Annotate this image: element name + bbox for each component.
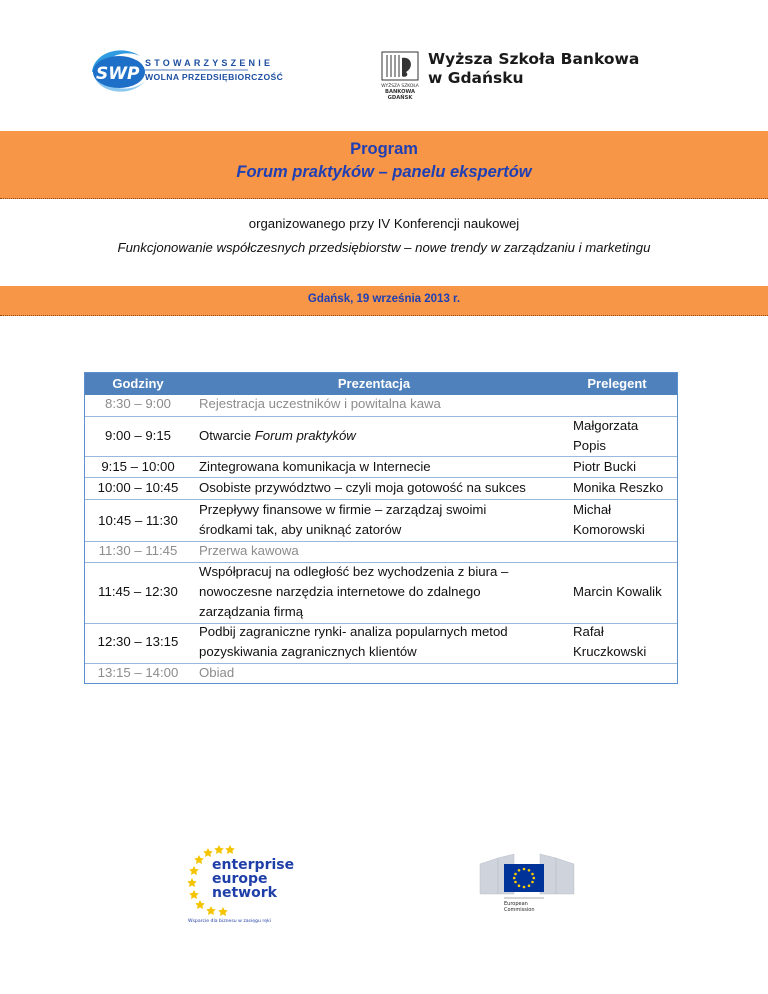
header-speaker: Prelegent xyxy=(587,376,647,391)
table-header xyxy=(85,373,677,395)
row-5-time: 10:45 – 11:30 xyxy=(98,513,178,528)
een-line2: europe xyxy=(212,871,268,887)
row-4-presentation: Osobiste przywództwo – czyli moja gotowość na sukces xyxy=(199,480,526,495)
row-2-speaker-line2: Popis xyxy=(573,438,606,453)
svg-text:BANKOWA: BANKOWA xyxy=(384,89,416,95)
een-line1: enterprise xyxy=(212,857,295,873)
swp-line1: STOWARZYSZENIE xyxy=(145,58,274,68)
title-banner xyxy=(0,131,768,199)
conference-title: Funkcjonowanie współczesnych przedsiębiorstw – nowe trendy w zarządzaniu i marketingu xyxy=(117,240,651,255)
een-line3: network xyxy=(212,885,277,901)
row-9-presentation: Obiad xyxy=(199,665,235,680)
page-title: Program xyxy=(350,140,418,158)
row-7-presentation-line3: zarządzania firmą xyxy=(199,604,304,619)
row-3-speaker: Piotr Bucki xyxy=(573,459,637,474)
row-7-speaker: Marcin Kowalik xyxy=(573,584,662,599)
row-8-presentation-line2: pozyskiwania zagranicznych klientów xyxy=(199,644,417,659)
row-7-time: 11:45 – 12:30 xyxy=(98,584,178,599)
organized-note: organizowanego przy IV Konferencji naukowej xyxy=(248,216,520,231)
row-8-time: 12:30 – 13:15 xyxy=(97,634,179,649)
een-tagline: Wsparcie dla biznesu w zasięgu ręki xyxy=(188,919,271,924)
row-2-presentation xyxy=(199,426,356,446)
page-subtitle: Forum praktyków – panelu ekspertów xyxy=(236,163,532,181)
ec-line1: European xyxy=(504,901,528,907)
ec-line2: Commission xyxy=(504,907,535,913)
row-1-presentation: Rejestracja uczestników i powitalna kawa xyxy=(199,396,441,411)
row-2-presentation-italic: Forum praktyków xyxy=(254,428,356,443)
row-7-presentation-line1: Współpracuj na odległość bez wychodzenia z biura – xyxy=(199,564,509,579)
wsb-name xyxy=(428,50,639,88)
row-8-presentation-line1: Podbij zagraniczne rynki- analiza popularnych metod xyxy=(199,624,508,639)
row-6-time: 11:30 – 11:45 xyxy=(98,543,178,558)
row-5-speaker-line1: Michał xyxy=(573,502,612,517)
row-2-presentation-prefix: Otwarcie xyxy=(199,428,255,443)
row-2-speaker-line1: Małgorzata xyxy=(573,418,639,433)
row-1-time: 8:30 – 9:00 xyxy=(105,396,171,411)
header-time: Godziny xyxy=(112,376,164,391)
row-5-speaker-line2: Komorowski xyxy=(573,522,645,537)
swp-logo xyxy=(88,42,284,100)
row-3-presentation: Zintegrowana komunikacja w Internecie xyxy=(199,459,431,474)
row-8-speaker-line2: Kruczkowski xyxy=(573,644,647,659)
row-7-presentation-line2: nowoczesne narzędzia internetowe do zdalnego xyxy=(199,584,481,599)
row-9-time: 13:15 – 14:00 xyxy=(97,665,179,680)
ec-logo xyxy=(478,848,576,914)
row-5-presentation-line2: środkami tak, aby uniknąć zatorów xyxy=(199,522,402,537)
row-8-speaker-line1: Rafał xyxy=(573,624,604,639)
row-6-presentation: Przerwa kawowa xyxy=(199,543,299,558)
program-table xyxy=(84,372,678,684)
swp-badge: SWP xyxy=(96,64,140,84)
row-4-time: 10:00 – 10:45 xyxy=(97,480,179,495)
event-date: Gdańsk, 19 września 2013 r. xyxy=(307,293,461,305)
row-5-presentation-line1: Przepływy finansowe w firmie – zarządzaj swoimi xyxy=(199,502,487,517)
svg-text:GDAŃSK: GDAŃSK xyxy=(387,95,413,101)
row-3-time: 9:15 – 10:00 xyxy=(101,459,175,474)
een-logo xyxy=(188,842,295,924)
wsb-emblem xyxy=(380,50,420,102)
row-2-time: 9:00 – 9:15 xyxy=(105,428,171,443)
date-banner xyxy=(0,286,768,316)
row-4-speaker: Monika Reszko xyxy=(573,480,664,495)
wsb-line1: Wyższa Szkoła Bankowa xyxy=(428,50,640,68)
wsb-line2: w Gdańsku xyxy=(428,69,524,87)
svg-text:WYŻSZA SZKOŁA: WYŻSZA SZKOŁA xyxy=(381,84,419,89)
header-presentation: Prezentacja xyxy=(337,376,411,391)
swp-line2: WOLNA PRZEDSIĘBIORCZOŚĆ xyxy=(145,72,284,82)
